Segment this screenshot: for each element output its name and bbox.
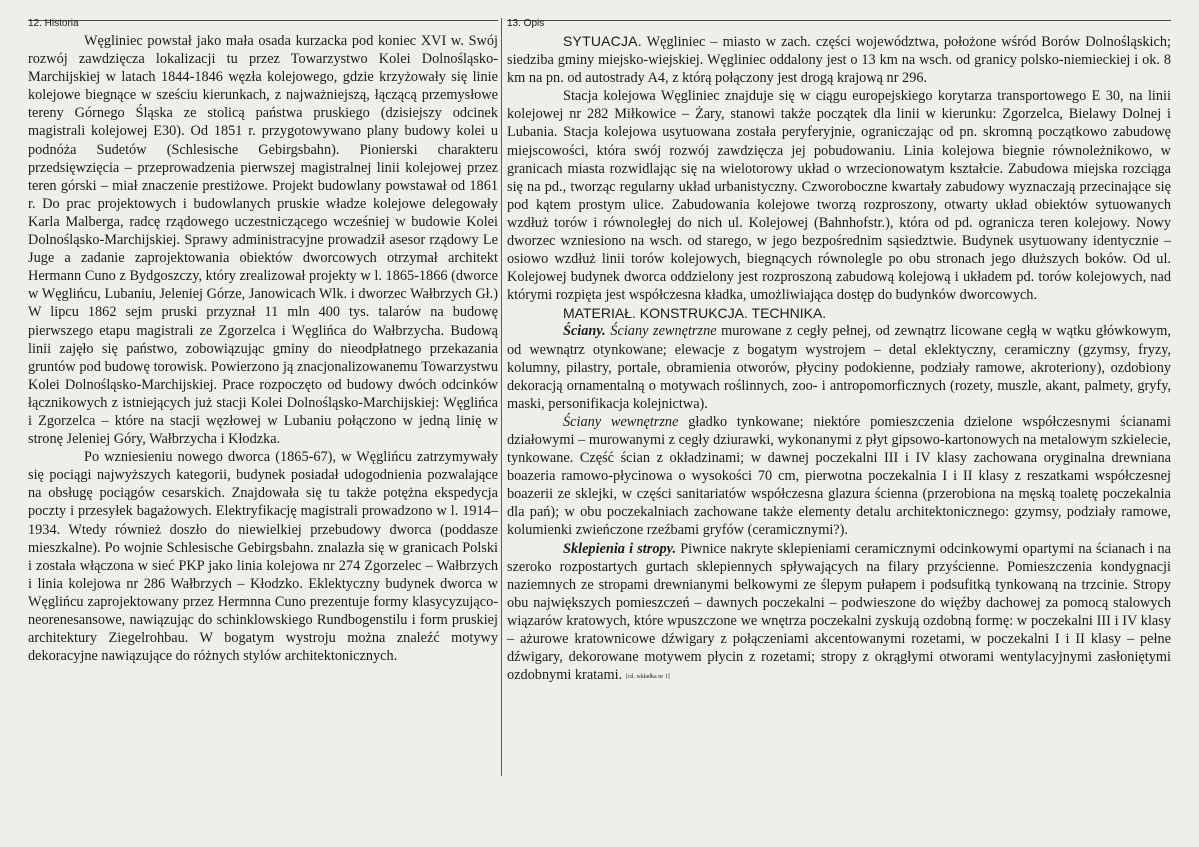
walls-label: Ściany.: [563, 323, 606, 340]
walls-outer-label: Ściany zewnętrzne: [610, 323, 717, 340]
vaults-text: Piwnice nakryte sklepieniami ceramicznymi odcinkowymi opartymi na ścianach i na szeroko rozpostartych gurtach sklepiennych spływających na filary przyścienne. Pomieszczenia kondygnacji naziemnych ze stropami drewnianymi belkowymi ze ślepym pułapem i podsufitką tynkowaną na trzcinie. Stropy obu największych pomieszczeń – dawnych poczekalni – podwieszone do więźby dachowej za pomocą stalowych wiązarów kratowych, które wpuszczone we wnętrza poczekalni zyskują ozdobną formę: w poczekalni III i IV klasy – ażurowe kratownicowe dźwigary z połączeniami akcentowanymi rozetami, w poczekalni I i II klasy – pełne dźwigary, dekorowane motywem płycin z rozetami; stropy z okrągłymi otworami wentylacyjnymi zasłoniętymi ozdobnymi kratami.: [507, 540, 1171, 684]
walls-outer-paragraph: [507, 322, 1171, 412]
history-column: [28, 18, 498, 665]
description-column: [507, 18, 1171, 686]
walls-outer-text: murowane z cegły pełnej, od zewnątrz licowane cegłą w wątku główkowym, od wewnątrz otynkowane; elewacje z bogatym wystrojem – detal eklektyczny, ceramiczny (gzymsy, fryzy, kolumny, pilastry, portale, obramienia otworów, płyciny podokienne, podziały ramowe, akroteriony), ozdobiony dekoracją ornamentalną o motywach roślinnych, zoo- i antropomorficznych (rozety, muszle, akant, palmety, gryfy, maski, personifikacja kolejnictwa).: [507, 323, 1171, 412]
station-paragraph: Stacja kolejowa Węgliniec znajduje się w ciągu europejskiego korytarza transportowego E 30, na linii kolejowej nr 282 Miłkowice – Żary, stanowi także początek dla linii w kierunku: Zgorzelca, Bielawy Dolnej i Lubania. Stacja kolejowa usytuowana została peryferyjnie, ograniczając od pn. skromną początkowo zabudowę miejscowości, która swój rozwój zawdzięcza jej pobudowaniu. Linia kolejowa biegnie równoleżnikowo, w granicach miasta rozwidlając się na wielotorowy układ o wrzecionowatym kształcie. Zabudowa miejska rozciąga się na pd., tworząc regularny układ urbanistyczny. Czworoboczne kwartały zabudowy wyznaczają przecinające się pod kątem prostym ulice. Zabudowania kolejowe tworzą rozproszony, otwarty układ obiektów sytuowanych wzdłuż torów i równoległej do nich ul. Kolejowej (Bahnhofstr.), która od pd. ogranicza teren kolejowy. Nowy dworzec wzniesiono na wsch. od starego, w jego bezpośrednim sąsiedztwie. Budynek usytuowany identycznie – osiowo wzdłuż linii torów kolejowych, biegnących równolegle po obu stronach jego dłuższych boków. Od ul. Kolejowej budynek dworca oddzielony jest rozproszoną zabudową kolejową i układem pd. torów kolejowych, nad którymi rozpięta jest współczesna kładka, umożliwiająca dostęp do budynków dworcowych.: [507, 88, 1171, 304]
column-divider: [501, 18, 502, 776]
walls-inner-text: gładko tynkowane; niektóre pomieszczenia dzielone współczesnymi ścianami działowymi – murowanymi z cegły dziurawki, wykonanymi z płyt gipsowo-kartonowych na metalowym szkielecie, tynkowane. Część ścian z okładzinami; w dawnej poczekalni III i IV klasy zachowana oryginalna drewniana boazeria ramowo-płycinowa o wysokości 70 cm, pierwotna poczekalnia I i II klasy z reszatkami współczesnej boazerii ze sklejki, w części sanitariatów współczesna glazura ścienna (przerobiona na męską toaletę poczekalnia dla pań); w obu poczekalniach zachowane także elementy detalu architektonicznego: gzymsy, podziały ramowe, kolumienki zwieńczone rzeźbami gryfów (ceramicznymi?).: [507, 413, 1171, 539]
walls-inner-paragraph: [507, 413, 1171, 540]
history-paragraph-2: Po wzniesieniu nowego dworca (1865-67), w Węglińcu zatrzymywały się pociągi najwyższych kategorii, budynek posiadał udogodnienia pozwalające na obsługę pociągów cesarskich. Znajdowała się tu także potężna ekspedycja poczty i przesyłek bagażowych. Elektryfikację magistrali prowadzono w l. 1914–1934. Wtedy również doszło do niewielkiej przebudowy dworca (poddasze mieszkalne). Po wojnie Schlesische Gebirgsbahn. znalazła się w granicach Polski i została włączona w sieć PKP jako linia kolejowa nr 274 Zgorzelec – Wałbrzych i linia kolejowa nr 286 Wałbrzych – Kłodzko. Eklektyczny budynek dworca w Węglińcu zaprojektowany przez Hermnna Cuno prezentuje formy klasycyzująco-neorenesansowe, nawiązując do schinklowskiego Rundbogenstilu i form pruskiej architektury Ziegelrohbau. W bogatym wystroju można znaleźć motywy dekoracyjne nawiązujące do różnych stylów architektonicznych.: [28, 449, 498, 665]
description-heading: 13. Opis: [507, 18, 545, 29]
situation-label: SYTUACJA.: [563, 33, 642, 49]
walls-inner-label: Ściany wewnętrzne: [563, 413, 679, 430]
situation-paragraph: [507, 32, 1171, 87]
continuation-note: [cd. wkładka nr 1]: [625, 674, 670, 681]
history-heading: 12. Historia: [28, 18, 79, 29]
vaults-label: Sklepienia i stropy.: [563, 540, 677, 557]
situation-text: Węgliniec – miasto w zach. części województwa, położone wśród Borów Dolnośląskich; siedziba gminy miejsko-wiejskiej. Węgliniec oddalony jest o 13 km na wsch. od granicy polsko-niemieckiej i ok. 8 km na pn. od autostrady A4, z którą połączony jest drogą krajową nr 296.: [507, 34, 1171, 87]
history-paragraph-1: Węgliniec powstał jako mała osada kurzacka pod koniec XVI w. Swój rozwój zawdzięcza lokalizacji tu przez Towarzystwo Kolei Dolnośląsko-Marchijskiej w latach 1844-1846 węzła kolejowego, gdzie krzyżowały się linie kolejowe biegnące w sześciu kierunkach, z najważniejszą, łączącą przemysłowe tereny Górnego Śląska ze stolicą państwa pruskiego (dzisiejszy odcinek magistrali kolejowej E30). Od 1851 r. przygotowywano plany budowy kolei u podnóża Sudetów (Schlesische Gebirgsbahn). Pionierski charakteru przedsięwzięcia – przeprowadzenia pierwszej magistralnej linii kolejowej przez teren górski – miał znaczenie prestiżowe. Projekt budowlany powstawał od 1861 r. Do prac projektowych i budowlanych pruskie władze kolejowe delegowały Karla Malberga, radcę rządowego uczestniczącego wcześniej w budowie Kolei Dolnośląsko-Marchijskiej. Sprawy administracyjne prowadził asesor rządowy Le Juge a zadanie zaprojektowania obiektów dworcowych otrzymał architekt Hermann Cuno z Bydgoszczy, który zrealizował projekty w l. 1865-1866 (dworce w Węglińcu, Lubaniu, Jeleniej Górze, Janowicach Wlk. i dworzec Wałbrzych Gł.) W lipcu 1862 sejm pruski przyznał 11 mln 400 tys. talarów na budowę pierwszego etapu magistrali ze Zgorzelca i Węglińca do Wałbrzycha. Budową linii zajęło się państwo, zobowiązując gminy do nieodpłatnego przekazania gruntów pod budowę torowisk. Powierzono ją znacjonalizowanemu Towarzystwu Kolei Dolnośląsko-Marchijskiej. Prace rozpoczęto od budowy dwóch odcinków łącznikowych z istniejących już stacji Kolei Dolnośląsko-Marchijskiej: Węglińca i Zgorzelca – które na stacji węzłowej w Lubaniu połączono w jedną linię w stronę Jeleniej Góry, Wałbrzycha i Kłodzka.: [28, 33, 498, 448]
vaults-paragraph: [507, 540, 1171, 687]
material-heading: MATERIAŁ. KONSTRUKCJA. TECHNIKA.: [563, 305, 827, 322]
